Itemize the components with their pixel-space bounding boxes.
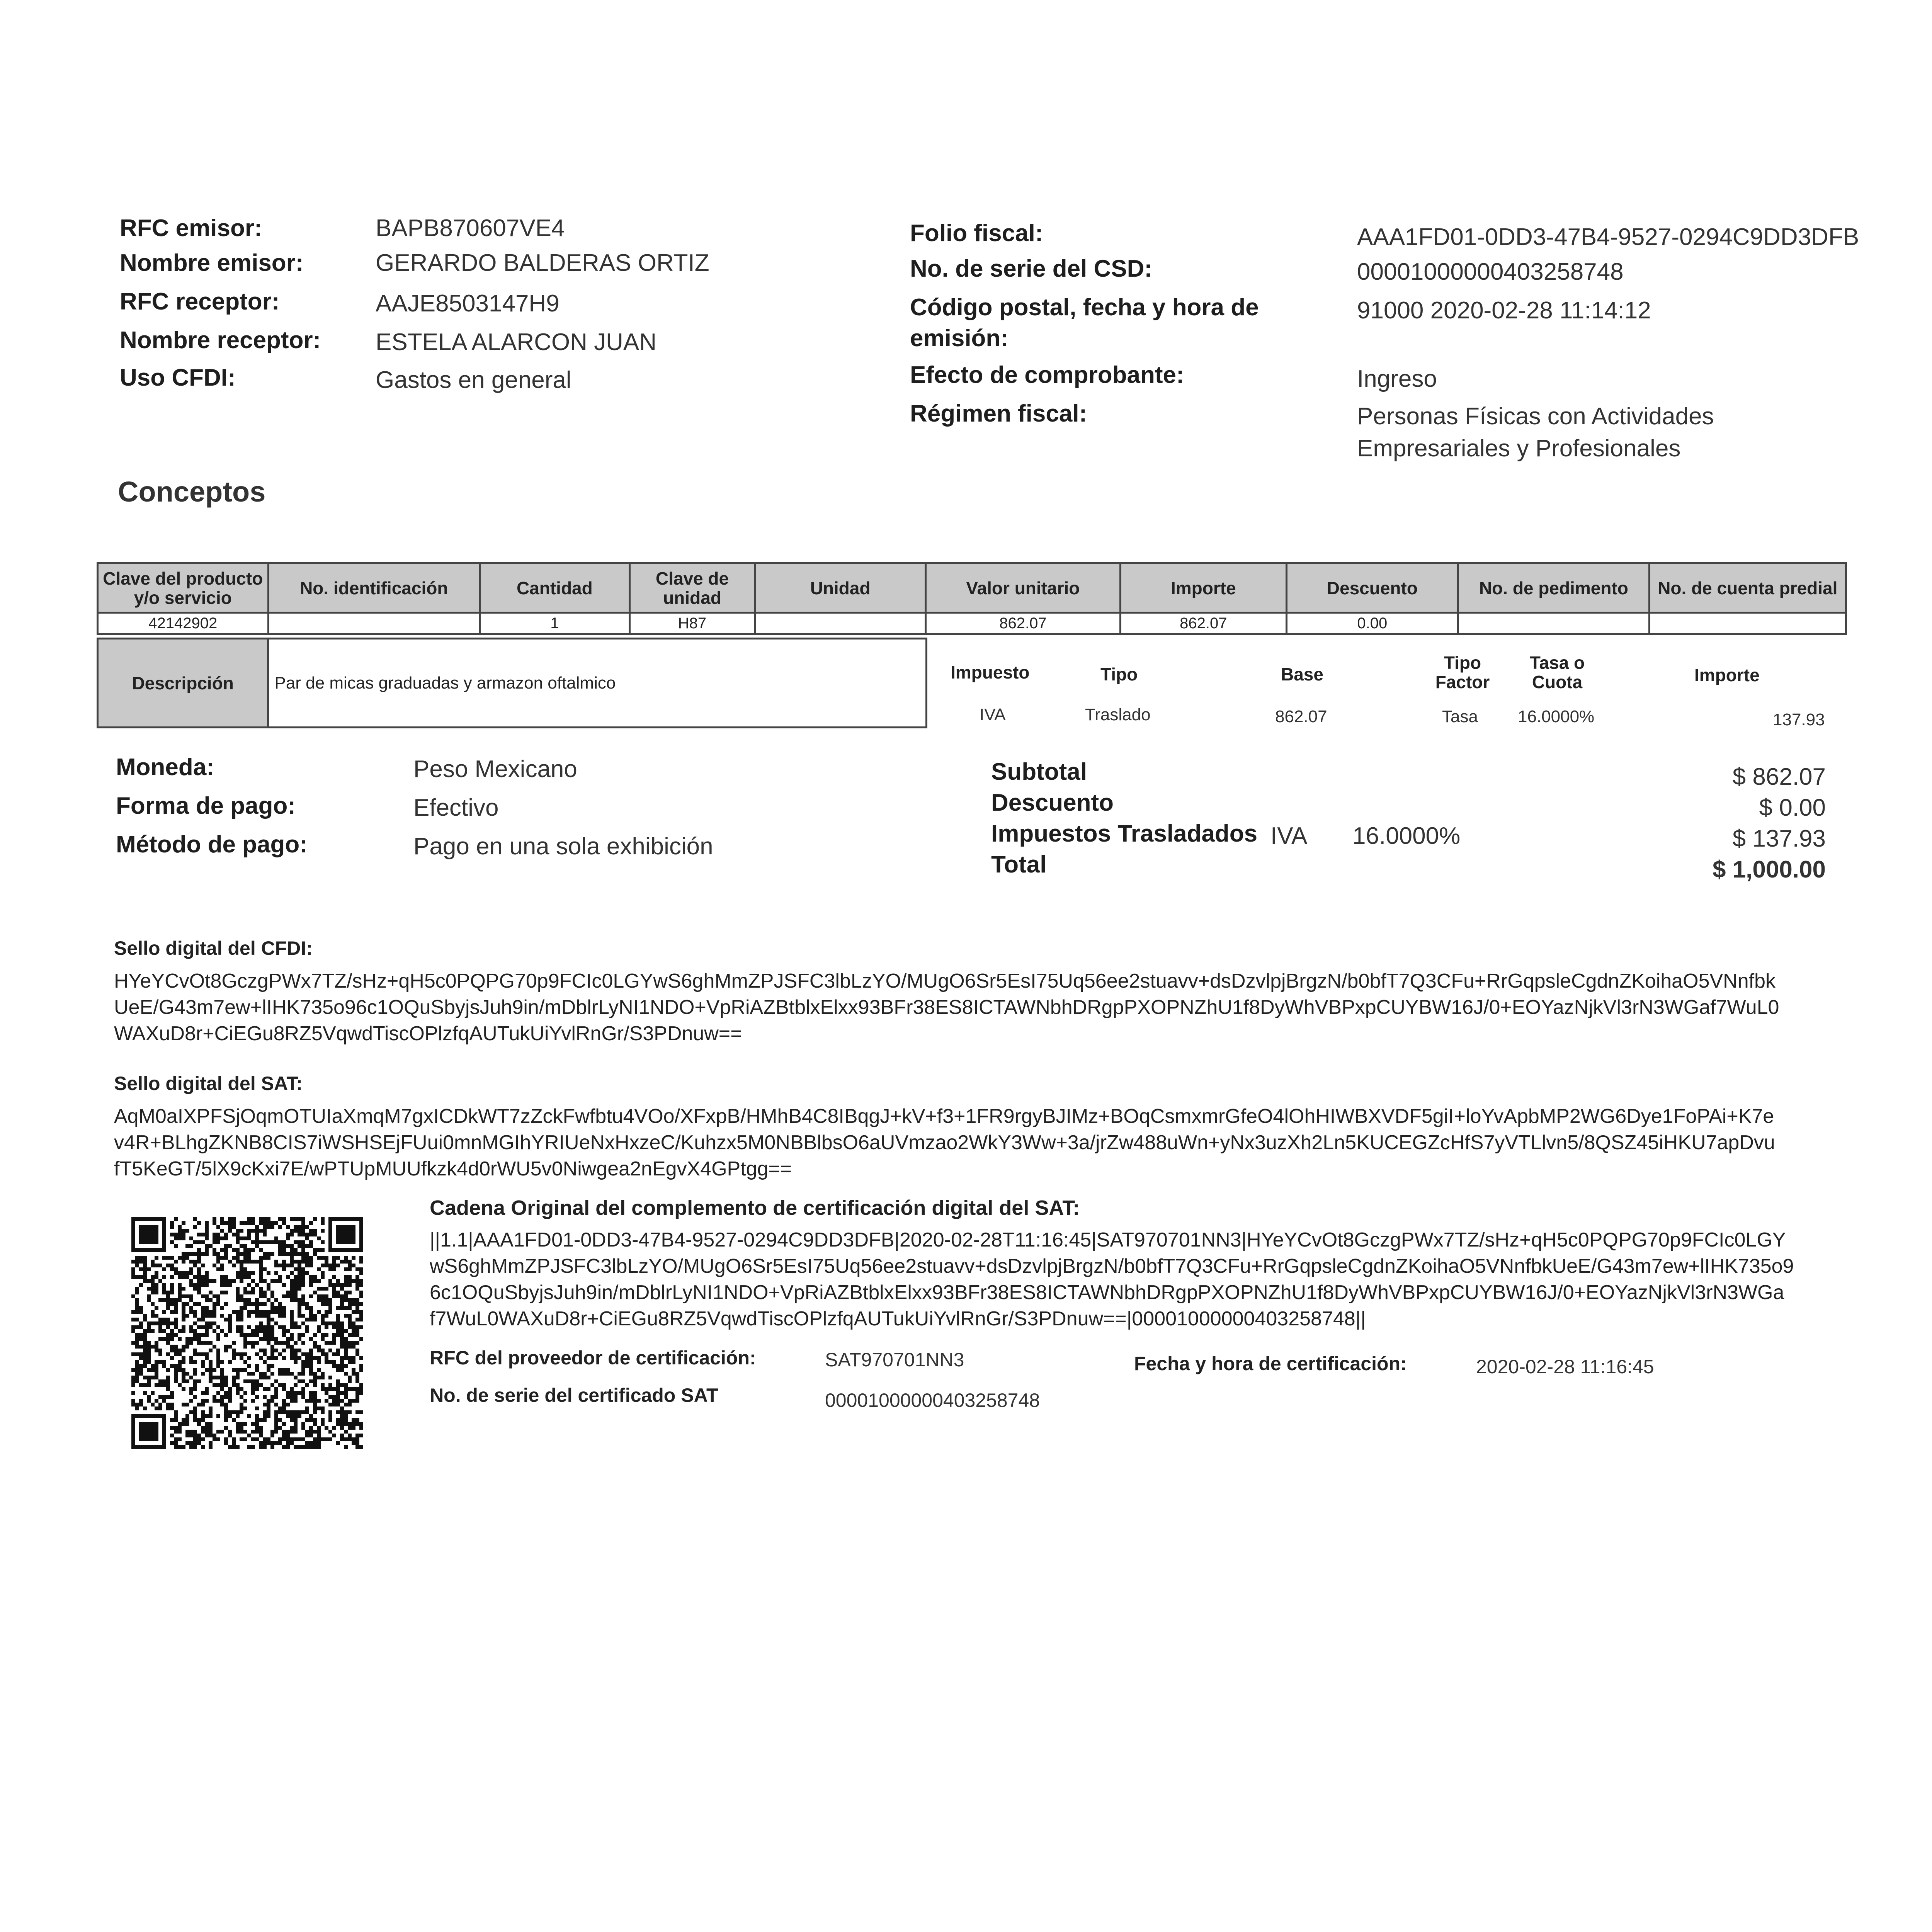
imp-cell-tipo-factor: Tasa: [1442, 707, 1478, 726]
uso-cfdi-value: Gastos en general: [376, 367, 571, 393]
nombre-receptor-value: ESTELA ALARCON JUAN: [376, 329, 657, 355]
metodo-pago-label: Método de pago:: [116, 831, 308, 858]
imp-cell-tipo: Traslado: [1085, 705, 1151, 724]
cadena-line: 6c1OQuSbyjsJuh9in/mDblrLyNI1NDO+VpRiAZBtblxElxx93BFr38ES8ICTAWNbhDRgpPXOPNZhU1f8DyWhVBPxpCUYBW16J/0+EOYazNjkVl3rN3WGa: [430, 1281, 1784, 1304]
sello-sat-line: fT5KeGT/5lX9cKxi7E/wPTUpMUUfkzk4d0rWU5v0Niwgea2nEgvX4GPtgg==: [114, 1158, 792, 1180]
imp-header-base: Base: [1281, 664, 1323, 684]
cell-unidad: [755, 613, 925, 634]
moneda-value: Peso Mexicano: [413, 756, 577, 782]
fecha-certificacion-value: 2020-02-28 11:16:45: [1476, 1356, 1654, 1378]
folio-fiscal-label: Folio fiscal:: [910, 220, 1043, 247]
conceptos-header-row: [98, 563, 1846, 613]
subtotal-label: Subtotal: [991, 759, 1087, 785]
header-unidad: Unidad: [755, 563, 925, 613]
serie-csd-value: 00001000000403258748: [1357, 259, 1624, 285]
sello-cfdi-line: UeE/G43m7ew+lIHK735o96c1OQuSbyjsJuh9in/mDblrLyNI1NDO+VpRiAZBtblxElxx93BFr38ES8ICTAWNbhDRgpPXOPNZhU1f8DyWhVBPxpCUYBW16J/0+EOYazNjkVl3rN3WGaf7WuL0: [114, 996, 1779, 1019]
impuestos-trasladados-label: Impuestos Trasladados: [991, 820, 1258, 847]
imp-cell-base: 862.07: [1275, 707, 1327, 726]
nombre-receptor-label: Nombre receptor:: [120, 327, 321, 354]
nombre-emisor-value: GERARDO BALDERAS ORTIZ: [376, 250, 709, 276]
rfc-receptor-value: AAJE8503147H9: [376, 290, 560, 317]
forma-pago-value: Efectivo: [413, 794, 499, 821]
descripcion-value: Par de micas graduadas y armazon oftalmico: [268, 639, 927, 728]
cadena-line: wS6ghMmZPJSFC3lbLzYO/MUgO6Sr5EsI75Uq56ee2stuavv+dsDzvlpjBrgzN/b0bfT7Q3CFu+RrGqpsleCgdnZKoihaO5VNnfbkUeE/G43m7ew+lIHK735o9: [430, 1255, 1794, 1277]
header-descuento: Descuento: [1286, 563, 1458, 613]
rfc-proveedor-label: RFC del proveedor de certificación:: [430, 1347, 756, 1369]
imp-header-tipo: Tipo: [1100, 664, 1138, 684]
header-importe: Importe: [1121, 563, 1286, 613]
imp-cell-importe: 137.93: [1773, 710, 1825, 729]
conceptos-title: Conceptos: [118, 476, 266, 508]
cp-fecha-label-1: Código postal, fecha y hora de: [910, 294, 1259, 321]
serie-certificado-sat-value: 00001000000403258748: [825, 1389, 1040, 1411]
imp-header-tasa: Tasa o Cuota: [1529, 653, 1585, 692]
moneda-label: Moneda:: [116, 754, 214, 781]
conceptos-table: [97, 562, 1847, 635]
cell-valor-unitario: 862.07: [925, 613, 1120, 634]
serie-csd-label: No. de serie del CSD:: [910, 255, 1153, 282]
regimen-value-1: Personas Físicas con Actividades: [1357, 403, 1714, 430]
imp-header-tipo-factor: Tipo Factor: [1435, 653, 1490, 692]
rfc-receptor-label: RFC receptor:: [120, 288, 280, 315]
cp-fecha-label-2: emisión:: [910, 325, 1009, 352]
cell-no-identificacion: [268, 613, 480, 634]
rfc-emisor-label: RFC emisor:: [120, 215, 262, 242]
efecto-value: Ingreso: [1357, 366, 1437, 392]
regimen-label: Régimen fiscal:: [910, 400, 1087, 427]
regimen-value-2: Empresariales y Profesionales: [1357, 435, 1681, 462]
impuestos-tasa: 16.0000%: [1352, 823, 1461, 849]
serie-certificado-sat-label: No. de serie del certificado SAT: [430, 1384, 718, 1406]
rfc-emisor-value: BAPB870607VE4: [376, 215, 565, 242]
cadena-line: f7WuL0WAXuD8r+CiEGu8RZ5VqwdTiscOPlzfqAUTukUiYvlRnGr/S3PDnuw==|00001000000403258748||: [430, 1308, 1366, 1330]
cadena-line: ||1.1|AAA1FD01-0DD3-47B4-9527-0294C9DD3DFB|2020-02-28T11:16:45|SAT970701NN3|HYeYCvOt8GczgPWx7TZ/sHz+qH5c0PQPG70p9FCIc0LGY: [430, 1229, 1786, 1251]
header-clave-producto: Clave del producto y/o servicio: [98, 563, 269, 613]
cadena-original-value: [430, 1227, 1859, 1332]
sello-sat-line: v4R+BLhgZKNB8CIS7iWSHSEjFUui0mnMGIhYRIUeNxHxzeC/Kuhzx5M0NBBlbsO6aUVmzao2WkY3Ww+3a/jrZw488uWn+yNx3uzXh2Ln5KUCEGZcHfS7yVTLlvn5/8QSZ45iHKU7apDvu: [114, 1131, 1775, 1154]
rfc-proveedor-value: SAT970701NN3: [825, 1349, 964, 1371]
total-label: Total: [991, 851, 1047, 878]
cp-fecha-value: 91000 2020-02-28 11:14:12: [1357, 297, 1651, 324]
sello-sat-line: AqM0aIXPFSjOqmOTUIaXmqM7gxICDkWT7zZckFwfbtu4VOo/XFxpB/HMhB4C8IBqgJ+kV+f3+1FR9rgyBJIMz+BOqCsmxmrGfeO4lOhHIWBXVDF5giI+loYvApbMP2WG6Dye1FoPAi+K7e: [114, 1105, 1774, 1128]
folio-fiscal-value: AAA1FD01-0DD3-47B4-9527-0294C9DD3DFB: [1357, 224, 1859, 250]
uso-cfdi-label: Uso CFDI:: [120, 364, 236, 391]
header-clave-unidad: Clave de unidad: [629, 563, 755, 613]
cell-descuento: 0.00: [1286, 613, 1458, 634]
nombre-emisor-label: Nombre emisor:: [120, 250, 304, 276]
cadena-original-label: Cadena Original del complemento de certificación digital del SAT:: [430, 1196, 1080, 1219]
header-no-cuenta-predial: No. de cuenta predial: [1649, 563, 1846, 613]
qr-code-icon: [131, 1217, 363, 1449]
sello-cfdi-value: [114, 968, 1853, 1047]
descuento-total-label: Descuento: [991, 789, 1114, 816]
header-cantidad: Cantidad: [480, 563, 630, 613]
efecto-label: Efecto de comprobante:: [910, 362, 1184, 388]
cell-importe: 862.07: [1121, 613, 1286, 634]
imp-cell-tasa: 16.0000%: [1518, 707, 1595, 726]
impuestos-tipo: IVA: [1270, 823, 1308, 849]
cell-cantidad: 1: [480, 613, 630, 634]
fecha-certificacion-label: Fecha y hora de certificación:: [1134, 1353, 1407, 1374]
sello-cfdi-label: Sello digital del CFDI:: [114, 937, 313, 959]
forma-pago-label: Forma de pago:: [116, 793, 296, 819]
descripcion-table: [97, 638, 927, 728]
imp-header-importe: Importe: [1694, 665, 1760, 685]
cell-clave-producto: 42142902: [98, 613, 269, 634]
descuento-total-value: $ 0.00: [1759, 794, 1826, 821]
cell-no-cuenta-predial: [1649, 613, 1846, 634]
cell-no-pedimento: [1458, 613, 1649, 634]
header-valor-unitario: Valor unitario: [925, 563, 1120, 613]
sello-cfdi-line: HYeYCvOt8GczgPWx7TZ/sHz+qH5c0PQPG70p9FCIc0LGYwS6ghMmZPJSFC3lbLzYO/MUgO6Sr5EsI75Uq56ee2stuavv+dsDzvlpjBrgzN/b0bfT7Q3CFu+RrGqpsleCgdnZKoihaO5VNnfbk: [114, 970, 1776, 992]
subtotal-value: $ 862.07: [1732, 764, 1826, 790]
imp-cell-impuesto: IVA: [980, 705, 1006, 724]
imp-header-impuesto: Impuesto: [951, 662, 1030, 682]
metodo-pago-value: Pago en una sola exhibición: [413, 833, 713, 860]
table-row: [98, 613, 1846, 634]
cell-clave-unidad: H87: [629, 613, 755, 634]
sello-sat-label: Sello digital del SAT:: [114, 1073, 303, 1094]
descripcion-label: Descripción: [98, 639, 268, 728]
total-value: $ 1,000.00: [1712, 856, 1826, 883]
impuestos-trasladados-value: $ 137.93: [1732, 825, 1826, 852]
sello-cfdi-line: WAXuD8r+CiEGu8RZ5VqwdTiscOPlzfqAUTukUiYvlRnGr/S3PDnuw==: [114, 1022, 742, 1045]
sello-sat-value: [114, 1103, 1853, 1182]
header-no-identificacion: No. identificación: [268, 563, 480, 613]
header-no-pedimento: No. de pedimento: [1458, 563, 1649, 613]
